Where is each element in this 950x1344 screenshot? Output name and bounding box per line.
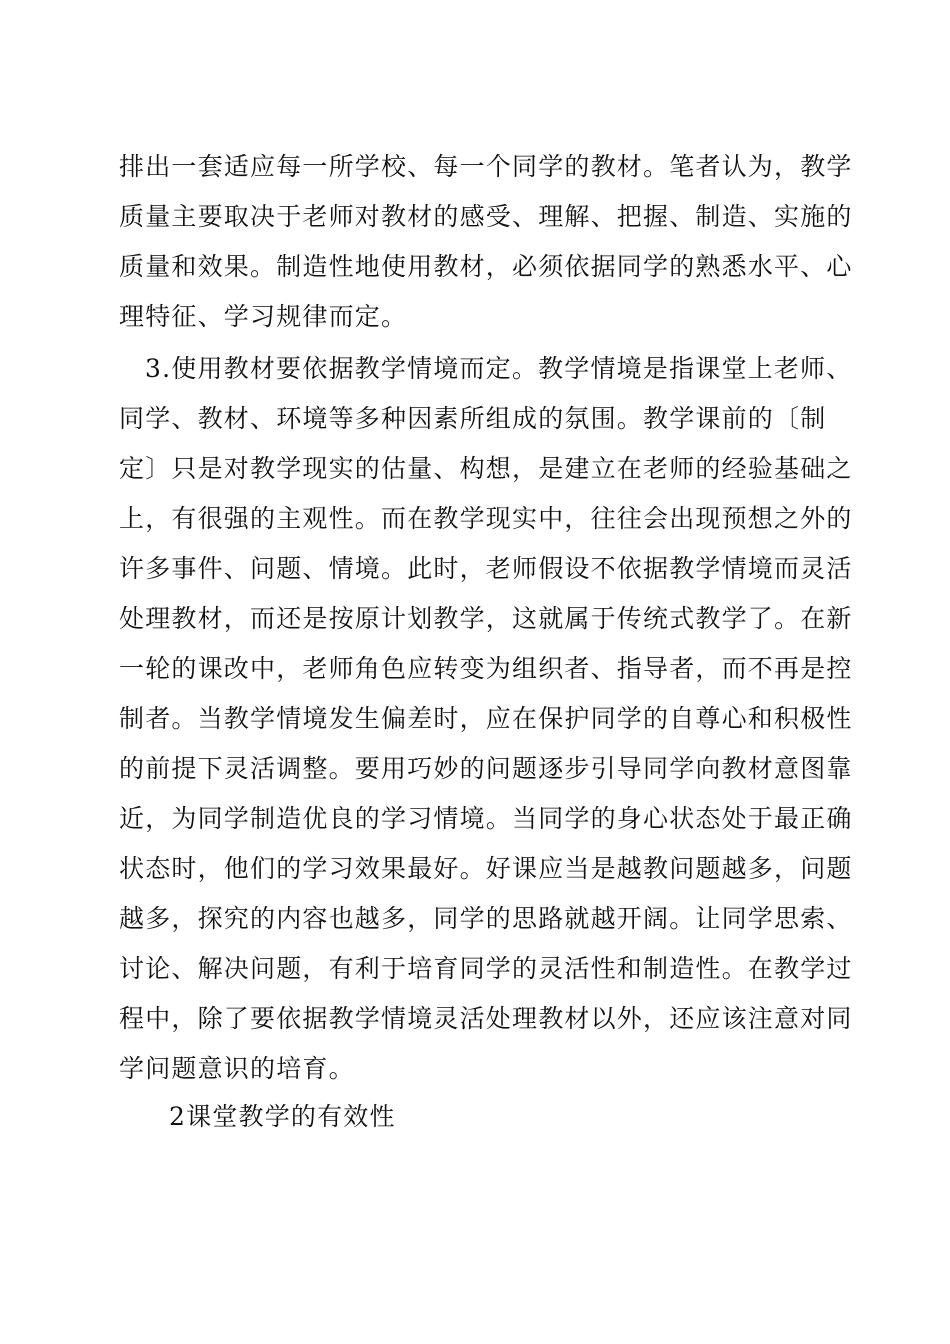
paragraph-2-line-7: 一轮的课改中，老师角色应转变为组织者、指导者，而不再是控: [119, 654, 853, 683]
paragraph-1-line-1: 排出一套适应每一所学校、每一个同学的教材。笔者认为，教学: [119, 152, 853, 181]
section-heading: 2课堂教学的有效性: [169, 1102, 396, 1131]
paragraph-2-line-4: 上，有很强的主观性。而在教学现实中，往往会出现预想之外的: [119, 504, 853, 533]
paragraph-2-line-2: 同学、教材、环境等多种因素所组成的氛围。教学课前的〔制: [119, 404, 827, 433]
paragraph-2-line-13: 讨论、解决问题，有利于培育同学的灵活性和制造性。在教学过: [119, 954, 853, 983]
paragraph-2-line-11: 状态时，他们的学习效果最好。好课应当是越教问题越多，问题: [119, 854, 853, 883]
paragraph-2-line-14: 程中，除了要依据教学情境灵活处理教材以外，还应该注意对同: [119, 1004, 853, 1033]
paragraph-2-line-5: 许多事件、问题、情境。此时，老师假设不依据教学情境而灵活: [119, 554, 853, 583]
paragraph-1-line-3: 质量和效果。制造性地使用教材，必须依据同学的熟悉水平、心: [119, 252, 853, 281]
paragraph-2-line-15: 学问题意识的培育。: [119, 1054, 355, 1083]
paragraph-2-line-12: 越多，探究的内容也越多，同学的思路就越开阔。让同学思索、: [119, 904, 853, 933]
paragraph-1-line-4: 理特征、学习规律而定。: [119, 302, 408, 331]
paragraph-2-line-10: 近，为同学制造优良的学习情境。当同学的身心状态处于最正确: [119, 804, 853, 833]
paragraph-2-line-8: 制者。当教学情境发生偏差时，应在保护同学的自尊心和积极性: [119, 704, 853, 733]
paragraph-1-line-2: 质量主要取决于老师对教材的感受、理解、把握、制造、实施的: [119, 202, 853, 231]
paragraph-2-line-6: 处理教材，而还是按原计划教学，这就属于传统式教学了。在新: [119, 604, 853, 633]
paragraph-2-line-9: 的前提下灵活调整。要用巧妙的问题逐步引导同学向教材意图靠: [119, 754, 853, 783]
paragraph-2-line-3: 定〕只是对教学现实的估量、构想，是建立在老师的经验基础之: [119, 454, 853, 483]
paragraph-2-line-1: 3.使用教材要依据教学情境而定。教学情境是指课堂上老师、: [145, 354, 853, 383]
